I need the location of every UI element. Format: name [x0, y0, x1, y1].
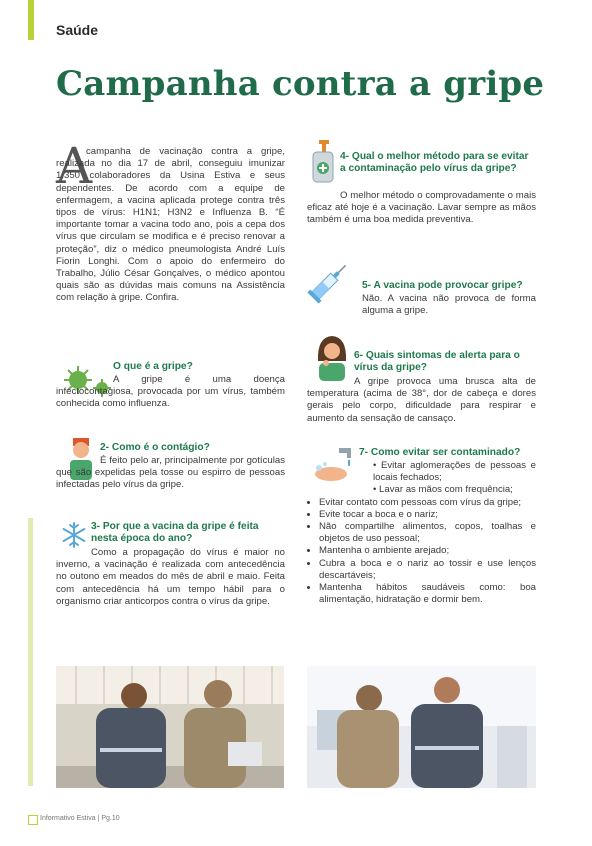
intro-paragraph: campanha de vacinação contra a gripe, realizada no dia 17 de abril, conseguiu imunizar 1.350 colaboradores da Usina Estiva e seus dependentes. De acordo com a equipe de enfermagem, a vacina aplicada protege contra três tipos de vírus: H1N1; H3N2 e Influenza B. “É importante tomar a vacina todo ano, pois a cepa dos vírus que circulam se modifica e é preciso renovar a proteção”, diz o médico pneumologista André Luís Fiorin Longhi. Com o apoio do enfermeiro do Trabalho, Júlio César Gonçalves, o médico apontou quais são as dúvidas mais comuns na Assistência com relação à gripe. Confira.	[56, 146, 285, 304]
question-6-answer: A gripe provoca uma brusca alta de temperatura (acima de 38°, dor de cabeça e dores gerais pelo corpo, dificuldade para respirar e aumento da sensação de cansaço.	[307, 376, 536, 424]
question-6-title: 6- Quais sintomas de alerta para o vírus da gripe?	[354, 350, 520, 373]
list-item: • Mantenha hábitos saudáveis como: boa alimentação, hidratação e dormir bem.	[319, 582, 536, 606]
sidebar-strip	[28, 518, 33, 786]
footer-marker	[28, 815, 38, 825]
snowflake-icon	[60, 521, 88, 549]
section-label: Saúde	[56, 22, 99, 38]
list-item: • Lavar as mãos com frequência;	[373, 484, 513, 496]
list-item: • Evitar aglomerações de pessoas e locais fechados;	[373, 460, 536, 484]
vaccination-photo-right	[307, 666, 536, 788]
list-item: • Mantenha o ambiente arejado;	[319, 545, 536, 557]
question-2-title: 2- Como é o contágio?	[100, 442, 210, 453]
question-1-answer: A gripe é uma doença infectocontagiosa, provocada por um vírus, também conhecida como influenza.	[56, 374, 285, 410]
question-4-answer: O melhor método o comprovadamente o mais eficaz até hoje é a vacinação. Lavar sempre as mãos também é uma boa medida preventiva.	[307, 190, 536, 226]
question-5-answer: Não. A vacina não provoca de forma alguma a gripe.	[362, 293, 536, 317]
question-7-title: 7- Como evitar ser contaminado?	[359, 447, 521, 458]
top-accent-bar	[28, 0, 34, 40]
list-item: • Evitar contato com pessoas com vírus da gripe;	[319, 497, 536, 509]
question-3-answer: Como a propagação do vírus é maior no inverno, a vacinação é realizada com antecedência no outono em meados do mês de abril e maio. Feita com antecedência há um tempo hábil para o organismo criar anticorpos contra o vírus da gripe.	[56, 547, 285, 607]
question-7-list	[307, 460, 536, 606]
syringe-icon	[306, 257, 354, 305]
list-item: • Evite tocar a boca e o nariz;	[319, 509, 536, 521]
question-1-title: O que é a gripe?	[113, 361, 193, 372]
question-5-title: 5- A vacina pode provocar gripe?	[362, 280, 523, 291]
list-item: • Não compartilhe alimentos, copos, toalhas e objetos de uso pessoal;	[319, 521, 536, 545]
drop-cap: A	[56, 137, 93, 195]
question-3-title: 3- Por que a vacina da gripe é feita nesta época do ano?	[91, 521, 259, 544]
list-item: • Cubra a boca e o nariz ao tossir e use lenços descartáveis;	[319, 558, 536, 582]
sick-woman-icon	[313, 333, 351, 381]
footer-text: Informativo Estiva | Pg.10	[40, 815, 120, 822]
page-title: Campanha contra a gripe	[56, 64, 545, 104]
question-4-title: 4- Qual o melhor método para se evitar a contaminação pelo vírus da gripe?	[340, 151, 529, 174]
hand-sanitizer-icon	[311, 140, 335, 184]
question-2-answer: É feito pelo ar, principalmente por gotículas que são expelidas pela tosse ou espirro de pessoas infectadas pelo vírus da gripe.	[56, 455, 285, 491]
vaccination-photo-left	[56, 666, 284, 788]
